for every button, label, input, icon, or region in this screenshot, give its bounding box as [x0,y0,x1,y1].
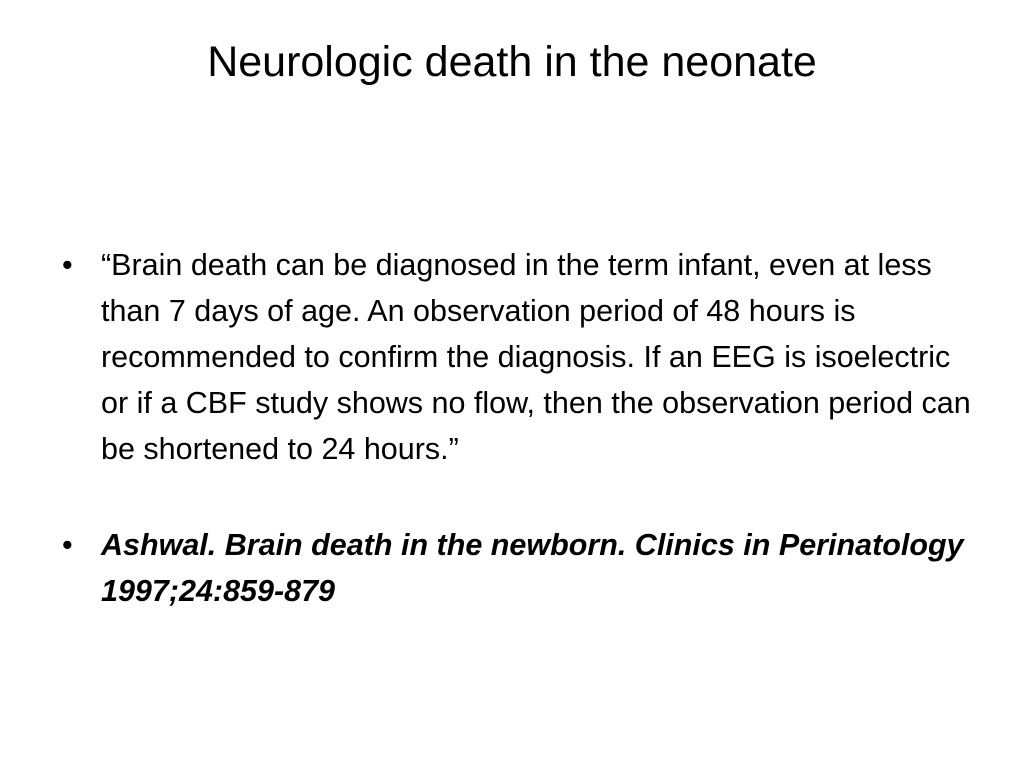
bullet-icon: • [62,248,73,282]
citation-text: Ashwal. Brain death in the newborn. Clinics in Perinatology 1997;24:859-879 [101,528,964,608]
bullet-icon: • [62,528,73,562]
bullet-item-citation [62,522,972,614]
quote-text: “Brain death can be diagnosed in the term infant, even at less than 7 days of age. An observation period of 48 hours is recommended to confirm the diagnosis. If an EEG is isoelectric or if a CBF study shows no flow, then the observation period can be shortened to 24 hours.” [101,248,971,466]
slide-title: Neurologic death in the neonate [207,38,817,86]
bullet-list [62,242,972,614]
bullet-item-quote [62,242,972,472]
